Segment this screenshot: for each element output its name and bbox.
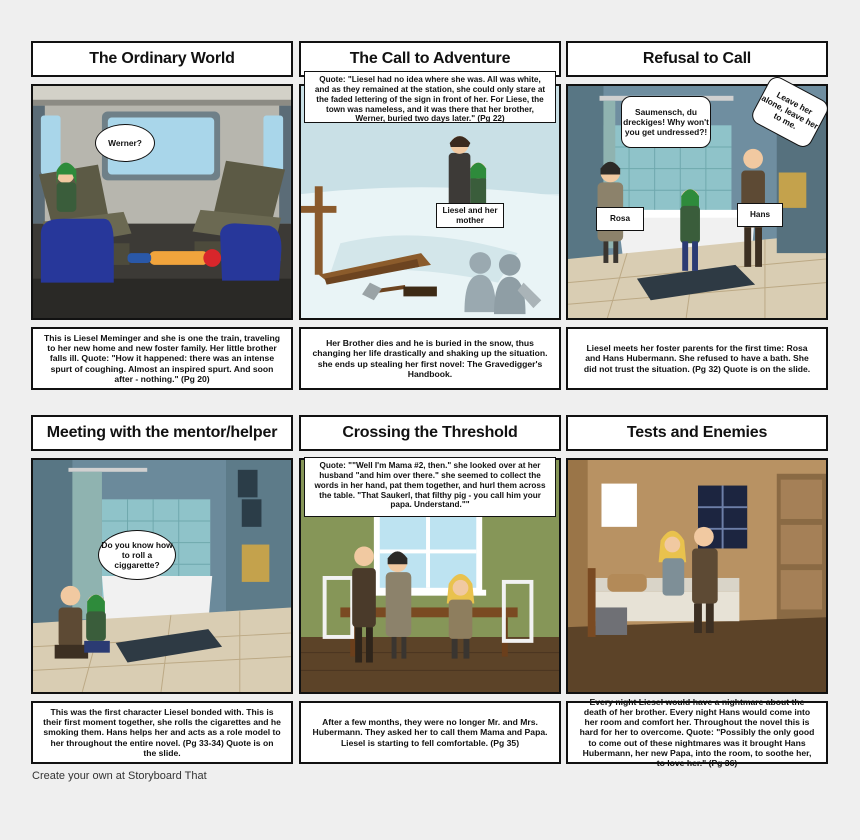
bathroom-mentor-illustration	[33, 460, 291, 692]
footer-credit[interactable]: Create your own at Storyboard That	[32, 770, 207, 782]
panel-3-title: Refusal to Call	[566, 41, 828, 77]
panel-4-scene	[31, 458, 293, 694]
panel-6-title: Tests and Enemies	[566, 415, 828, 451]
panel-3-label-hans: Hans	[737, 203, 783, 227]
train-interior-illustration	[33, 86, 291, 318]
panel-5-description: After a few months, they were no longer Mr. and Mrs. Hubermann. They asked her to call them Mama and Papa. Liesel is starting to fell comfortable. (Pg 35)	[299, 701, 561, 764]
panel-1-title: The Ordinary World	[31, 41, 293, 77]
panel-5-title: Crossing the Threshold	[299, 415, 561, 451]
panel-5-quote: Quote: ""Well I'm Mama #2, then." she looked over at her husband "and him over there." she seemed to collect the words in her hand, pat them together, and hurl them across the table. "That Saukerl, that filthy pig - you call him your papa. Understand.""	[304, 457, 556, 517]
panel-3-label-rosa: Rosa	[596, 207, 644, 231]
panel-6-scene	[566, 458, 828, 694]
panel-6-description: Every night Liesel would have a nightmare about the death of her brother. Every night Hans would come into her room and comfort her. Throughout the novel this is hard for her to overcome. Quote: "Possibly the only good to come out of these nightmares was it brought Hans Hubermann, her new Papa, into the room, to soothe her, to love her." (Pg 36)	[566, 701, 828, 764]
panel-1-scene	[31, 84, 293, 320]
panel-2-label: Liesel and her mother	[436, 203, 504, 228]
panel-4-speech-bubble: Do you know how to roll a ciggarette?	[98, 530, 176, 580]
panel-3-speech-bubble-hans: Leave her alone, leave her to me.	[749, 74, 832, 151]
panel-2-quote: Quote: "Liesel had no idea where she was. All was white, and as they remained at the station, she could only stare at the faded lettering of the sign in front of her. For Liese, the town was nameless, and it was there that her brother, Werner, buried two days later." (Pg 22)	[304, 71, 556, 123]
panel-4-description: This was the first character Liesel bonded with. This is their first moment together, she rolls the cigarettes and he smoking them. Hans helps her and acts as a role model to her throughout the entire novel. (Pg 33-34) Quote is on the slide.	[31, 701, 293, 764]
panel-2-description: Her Brother dies and he is buried in the snow, thus changing her life drastically and shaking up the situation. she ends up stealing her first novel: The Gravedigger's Handbook.	[299, 327, 561, 390]
panel-2-title: The Call to Adventure	[299, 41, 561, 77]
bedroom-illustration	[568, 460, 826, 692]
panel-1-speech-bubble: Werner?	[95, 124, 155, 162]
panel-3-speech-bubble-rosa: Saumensch, du dreckiges! Why won't you get undressed?!	[621, 96, 711, 148]
panel-1-description: This is Liesel Meminger and she is one the train, traveling to her new home and new foster family. Her little brother falls ill. Quote: "How it happened: there was an intense spurt of coughing. Almost an inspired spurt. And soon after - nothing." (Pg 20)	[31, 327, 293, 390]
panel-4-title: Meeting with the mentor/helper	[31, 415, 293, 451]
panel-3-description: Liesel meets her foster parents for the first time: Rosa and Hans Hubermann. She refused to have a bath. She did not trust the situation. (Pg 32) Quote is on the slide.	[566, 327, 828, 390]
